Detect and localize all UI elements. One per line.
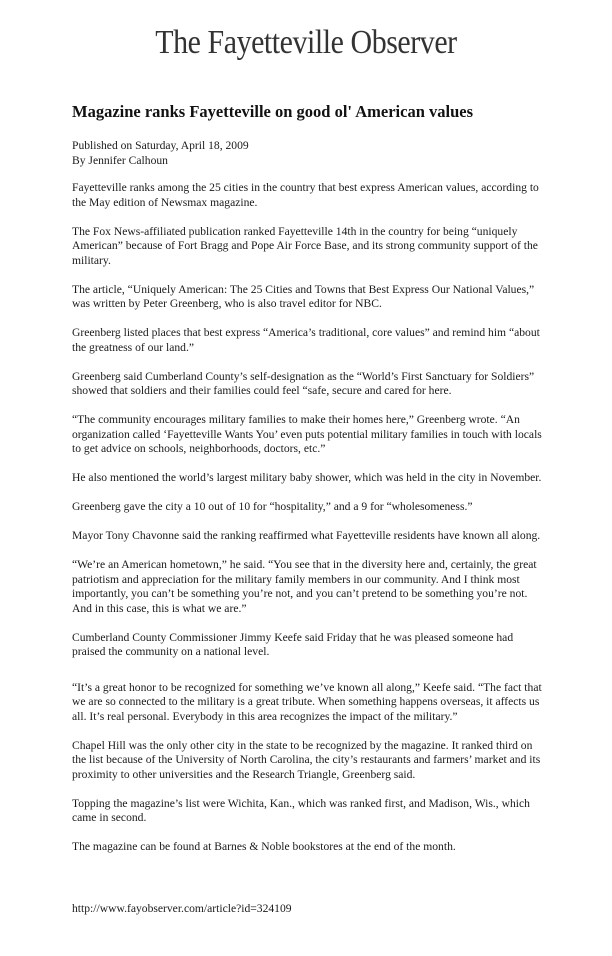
article-body [72, 181, 542, 869]
paragraph-11: Cumberland County Commissioner Jimmy Keefe said Friday that he was pleased someone had praised the community on a national level. [72, 630, 514, 658]
article-meta [72, 139, 552, 168]
masthead-logo: The Fayetteville Observer [155, 24, 457, 61]
paragraph-15: The magazine can be found at Barnes & Noble bookstores at the end of the month. [72, 840, 456, 853]
paragraph-12: “It’s a great honor to be recognized for something we’ve known all along,” Keefe said. “The fact that we are so connected to the military is a great tribute. When something happens overseas, it affects us all. It’s real personal. Everybody in this area recognizes the impact of the military.” [72, 680, 542, 723]
byline: By Jennifer Calhoun [72, 153, 168, 167]
paragraph-14: Topping the magazine’s list were Wichita, Kan., which was ranked first, and Madison, Wis., which came in second. [72, 796, 530, 824]
published-date: Published on Saturday, April 18, 2009 [72, 139, 249, 152]
paragraph-3: The article, “Uniquely American: The 25 Cities and Towns that Best Express Our National Values,” was written by Peter Greenberg, who is also travel editor for NBC. [72, 282, 535, 310]
paragraph-2: The Fox News-affiliated publication ranked Fayetteville 14th in the country for being “uniquely American” because of Fort Bragg and Pope Air Force Base, and its strong community support of the military. [72, 224, 538, 267]
article-headline: Magazine ranks Fayetteville on good ol' American values [72, 102, 474, 121]
paragraph-4: Greenberg listed places that best express “America’s traditional, core values” and remind him “about the greatness of our land.” [72, 326, 540, 354]
paragraph-1: Fayetteville ranks among the 25 cities in the country that best express American values, according to the May edition of Newsmax magazine. [72, 181, 539, 209]
paragraph-5: Greenberg said Cumberland County’s self-designation as the “World’s First Sanctuary for Soldiers” showed that soldiers and their families could feel “safe, secure and cared for here. [72, 369, 535, 397]
paragraph-6: “The community encourages military families to make their homes here,” Greenberg wrote. “An organization called ‘Fayetteville Wants You’ even puts potential military families in touch with locals to get advice on schools, neighborhoods, doctors, etc.” [72, 413, 542, 455]
paragraph-8: Greenberg gave the city a 10 out of 10 for “hospitality,” and a 9 for “wholesomeness.” [72, 500, 473, 513]
paragraph-9: Mayor Tony Chavonne said the ranking reaffirmed what Fayetteville residents have known all along. [72, 529, 541, 542]
paragraph-10: “We’re an American hometown,” he said. “You see that in the diversity here and, certainly, the great patriotism and appreciation for the military family members in our community. And I think most importantly, you can’t be something you’re not, and you can’t pretend to be something you’re not. And in this case, this is what we are.” [72, 558, 537, 615]
paragraph-13: Chapel Hill was the only other city in the state to be recognized by the magazine. It ranked third on the list because of the University of North Carolina, the city’s restaurants and farmers’ market and its proximity to other universities and the Research Triangle, Greenberg said. [72, 738, 541, 781]
footer-url-link[interactable]: http://www.fayobserver.com/article?id=324109 [72, 902, 292, 915]
paragraph-7: He also mentioned the world’s largest military baby shower, which was held in the city in November. [72, 471, 542, 484]
